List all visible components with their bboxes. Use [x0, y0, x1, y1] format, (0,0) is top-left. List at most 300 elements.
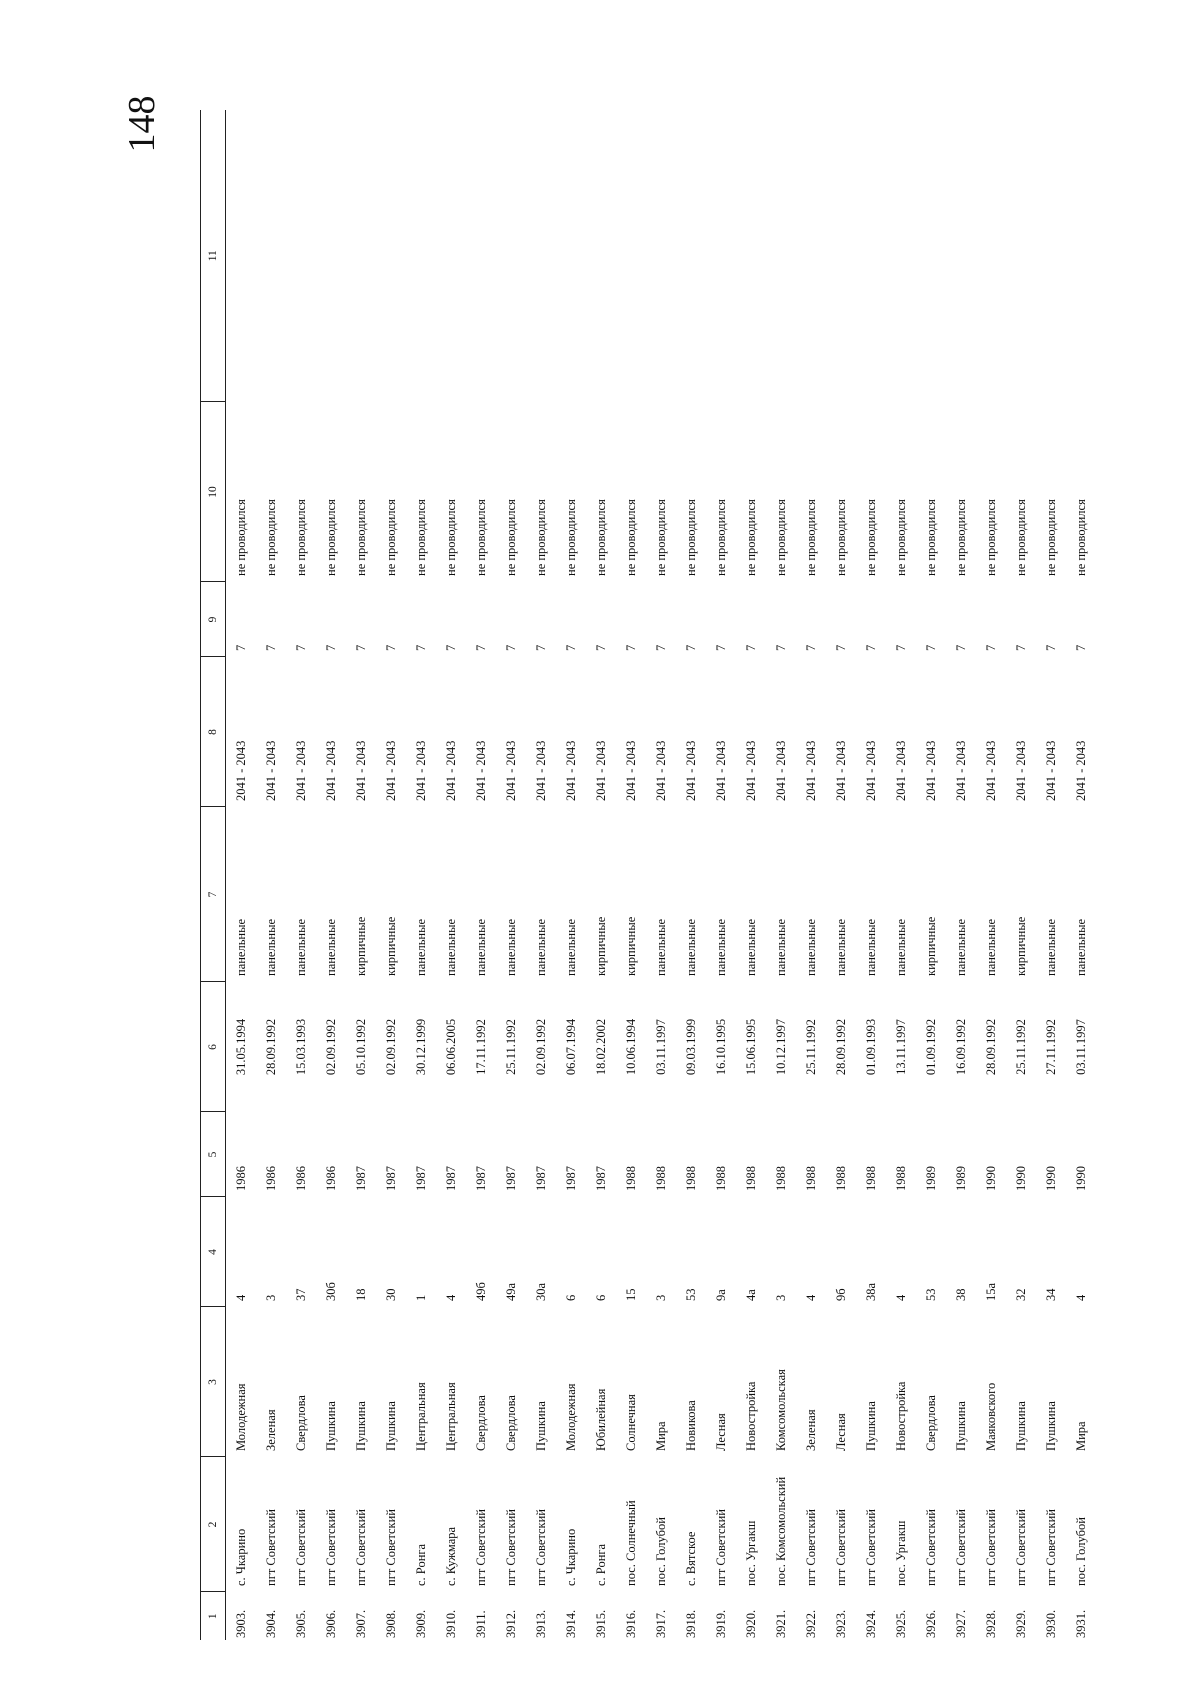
cell-row-number: 3913. [533, 1609, 548, 1638]
cell-row-number: 3908. [383, 1609, 398, 1638]
cell-settlement: пгт Советский [923, 1509, 938, 1586]
cell-planned-period: 2041 - 2043 [1013, 740, 1028, 801]
cell-street: Центральная [443, 1382, 458, 1451]
column-header-2: 2 [201, 1457, 226, 1592]
cell-row-number: 3926. [923, 1609, 938, 1638]
cell-planned-period: 2041 - 2043 [713, 740, 728, 801]
cell-row-number: 3911. [473, 1610, 488, 1638]
cell-street: Пушкина [383, 1401, 398, 1451]
cell-note [766, 110, 796, 402]
cell-commission-date: 27.11.1992 [1043, 1019, 1058, 1075]
cell-wall-material: панельные [443, 918, 458, 976]
cell-value-col-9: 7 [833, 644, 848, 651]
cell-house-number: 4 [893, 1294, 908, 1301]
column-header-8: 8 [201, 657, 226, 807]
cell-wall-material: панельные [533, 918, 548, 976]
table-row [646, 110, 676, 1640]
table-row [616, 110, 646, 1640]
cell-commission-date: 02.09.1992 [323, 1018, 338, 1076]
cell-build-year: 1988 [713, 1166, 728, 1191]
cell-wall-material: кирпичные [353, 916, 368, 976]
cell-wall-material: панельные [323, 918, 338, 976]
cell-commission-date: 28.09.1992 [833, 1018, 848, 1076]
cell-commission-date: 18.02.2002 [593, 1018, 608, 1076]
table-row [526, 110, 556, 1640]
cell-settlement: пгт Советский [863, 1509, 878, 1586]
cell-note [616, 110, 646, 402]
cell-note [376, 110, 406, 402]
cell-overhaul-status: не проводился [473, 499, 488, 576]
cell-wall-material: панельные [803, 918, 818, 976]
cell-settlement: пгт Советский [263, 1509, 278, 1586]
table-row [736, 110, 766, 1640]
cell-street: Комсомольская [773, 1369, 788, 1451]
cell-build-year: 1987 [503, 1166, 518, 1191]
cell-overhaul-status: не проводился [653, 499, 668, 576]
table-row [886, 110, 916, 1640]
cell-overhaul-status: не проводился [803, 499, 818, 576]
cell-value-col-9: 7 [653, 644, 668, 651]
cell-wall-material: кирпичные [623, 916, 638, 976]
table-row [766, 110, 796, 1640]
table-row [376, 110, 406, 1640]
cell-wall-material: кирпичные [923, 916, 938, 976]
cell-street: Молодежная [233, 1383, 248, 1451]
cell-house-number: 4 [233, 1294, 248, 1301]
cell-overhaul-status: не проводился [593, 499, 608, 576]
cell-planned-period: 2041 - 2043 [683, 740, 698, 801]
cell-row-number: 3929. [1013, 1609, 1028, 1638]
cell-overhaul-status: не проводился [773, 499, 788, 576]
table-row [1036, 110, 1066, 1640]
cell-value-col-9: 7 [713, 644, 728, 651]
cell-build-year: 1986 [263, 1166, 278, 1191]
cell-house-number: 49а [503, 1282, 518, 1301]
cell-value-col-9: 7 [773, 644, 788, 651]
cell-row-number: 3903. [233, 1609, 248, 1638]
cell-note [526, 110, 556, 402]
cell-planned-period: 2041 - 2043 [293, 740, 308, 801]
cell-settlement: пос. Голубой [1073, 1517, 1088, 1586]
cell-note [646, 110, 676, 402]
cell-row-number: 3928. [983, 1609, 998, 1638]
table-row [316, 110, 346, 1640]
cell-settlement: пгт Советский [383, 1509, 398, 1586]
cell-overhaul-status: не проводился [683, 499, 698, 576]
cell-planned-period: 2041 - 2043 [983, 740, 998, 801]
cell-street: Зеленая [803, 1409, 818, 1451]
cell-street: Свердлова [923, 1395, 938, 1451]
cell-house-number: 9а [713, 1289, 728, 1301]
cell-planned-period: 2041 - 2043 [953, 740, 968, 801]
cell-commission-date: 25.11.1992 [503, 1019, 518, 1075]
cell-value-col-9: 7 [293, 644, 308, 651]
cell-commission-date: 03.11.1997 [653, 1019, 668, 1075]
column-number-header [201, 110, 226, 1640]
cell-overhaul-status: не проводился [383, 499, 398, 576]
column-header-5: 5 [201, 1112, 226, 1197]
table-row [826, 110, 856, 1640]
cell-row-number: 3919. [713, 1609, 728, 1638]
cell-note [1066, 110, 1096, 402]
cell-house-number: 37 [293, 1288, 308, 1301]
cell-wall-material: панельные [563, 918, 578, 976]
cell-build-year: 1986 [233, 1166, 248, 1191]
table-body [226, 110, 1097, 1640]
cell-house-number: 4 [1073, 1294, 1088, 1301]
cell-planned-period: 2041 - 2043 [743, 740, 758, 801]
cell-value-col-9: 7 [323, 644, 338, 651]
cell-settlement: с. Ронга [413, 1543, 428, 1586]
cell-street: Пушкина [863, 1401, 878, 1451]
cell-build-year: 1988 [833, 1166, 848, 1191]
cell-value-col-9: 7 [923, 644, 938, 651]
cell-value-col-9: 7 [233, 644, 248, 651]
cell-wall-material: кирпичные [1013, 916, 1028, 976]
cell-settlement: пос. Солнечный [623, 1500, 638, 1586]
table-row [796, 110, 826, 1640]
cell-value-col-9: 7 [413, 644, 428, 651]
cell-settlement: пгт Советский [1043, 1509, 1058, 1586]
cell-house-number: 3 [263, 1294, 278, 1301]
cell-note [286, 110, 316, 402]
cell-settlement: пос. Комсомольский [773, 1476, 788, 1586]
cell-commission-date: 15.06.1995 [743, 1018, 758, 1076]
cell-overhaul-status: не проводился [833, 499, 848, 576]
cell-wall-material: панельные [713, 918, 728, 976]
cell-street: Мира [1073, 1421, 1088, 1451]
cell-overhaul-status: не проводился [623, 499, 638, 576]
cell-row-number: 3925. [893, 1609, 908, 1638]
cell-settlement: пгт Советский [713, 1509, 728, 1586]
rotated-table-container [200, 110, 1120, 1640]
cell-commission-date: 16.09.1992 [953, 1018, 968, 1076]
cell-planned-period: 2041 - 2043 [353, 740, 368, 801]
cell-street: Мира [653, 1421, 668, 1451]
cell-house-number: 15 [623, 1288, 638, 1301]
cell-commission-date: 13.11.1997 [893, 1019, 908, 1075]
cell-row-number: 3921. [773, 1609, 788, 1638]
cell-note [916, 110, 946, 402]
cell-planned-period: 2041 - 2043 [1043, 740, 1058, 801]
cell-row-number: 3914. [563, 1609, 578, 1638]
cell-value-col-9: 7 [983, 644, 998, 651]
cell-note [586, 110, 616, 402]
cell-note [826, 110, 856, 402]
cell-house-number: 6 [593, 1294, 608, 1301]
cell-street: Пушкина [323, 1401, 338, 1451]
cell-wall-material: панельные [503, 918, 518, 976]
cell-note [556, 110, 586, 402]
cell-house-number: 32 [1013, 1288, 1028, 1301]
cell-street: Свердлова [503, 1395, 518, 1451]
cell-row-number: 3922. [803, 1609, 818, 1638]
table-row [1066, 110, 1096, 1640]
table-row [496, 110, 526, 1640]
cell-house-number: 38 [953, 1288, 968, 1301]
cell-street: Свердлова [473, 1395, 488, 1451]
cell-planned-period: 2041 - 2043 [473, 740, 488, 801]
cell-wall-material: панельные [1043, 918, 1058, 976]
cell-street: Зеленая [263, 1409, 278, 1451]
table-row [346, 110, 376, 1640]
cell-note [796, 110, 826, 402]
cell-row-number: 3930. [1043, 1609, 1058, 1638]
cell-planned-period: 2041 - 2043 [413, 740, 428, 801]
table-row [916, 110, 946, 1640]
cell-wall-material: панельные [473, 918, 488, 976]
cell-row-number: 3905. [293, 1609, 308, 1638]
cell-value-col-9: 7 [953, 644, 968, 651]
cell-settlement: с. Кужмара [443, 1526, 458, 1586]
column-header-3: 3 [201, 1307, 226, 1457]
cell-note [496, 110, 526, 402]
cell-overhaul-status: не проводился [233, 499, 248, 576]
cell-row-number: 3923. [833, 1609, 848, 1638]
cell-house-number: 6 [563, 1294, 578, 1301]
cell-note [256, 110, 286, 402]
cell-settlement: с. Ронга [593, 1543, 608, 1586]
cell-row-number: 3910. [443, 1609, 458, 1638]
cell-value-col-9: 7 [533, 644, 548, 651]
cell-note [1036, 110, 1066, 402]
cell-wall-material: панельные [773, 918, 788, 976]
cell-build-year: 1990 [1043, 1166, 1058, 1191]
cell-planned-period: 2041 - 2043 [263, 740, 278, 801]
cell-commission-date: 25.11.1992 [803, 1019, 818, 1075]
cell-street: Новостройка [893, 1381, 908, 1451]
cell-house-number: 34 [1043, 1288, 1058, 1301]
cell-row-number: 3915. [593, 1609, 608, 1638]
cell-wall-material: панельные [293, 918, 308, 976]
cell-commission-date: 28.09.1992 [983, 1018, 998, 1076]
cell-build-year: 1987 [593, 1166, 608, 1191]
cell-street: Солнечная [623, 1394, 638, 1451]
cell-row-number: 3918. [683, 1609, 698, 1638]
cell-row-number: 3927. [953, 1609, 968, 1638]
cell-note [976, 110, 1006, 402]
cell-street: Пушкина [1013, 1401, 1028, 1451]
cell-note [346, 110, 376, 402]
cell-commission-date: 25.11.1992 [1013, 1019, 1028, 1075]
cell-build-year: 1988 [653, 1166, 668, 1191]
cell-wall-material: панельные [413, 918, 428, 976]
cell-settlement: с. Чкарино [563, 1528, 578, 1586]
cell-wall-material: панельные [743, 918, 758, 976]
cell-settlement: пгт Советский [293, 1509, 308, 1586]
cell-settlement: пос. Ургакш [893, 1520, 908, 1586]
cell-planned-period: 2041 - 2043 [593, 740, 608, 801]
cell-build-year: 1988 [893, 1166, 908, 1191]
cell-value-col-9: 7 [443, 644, 458, 651]
table-row [286, 110, 316, 1640]
cell-overhaul-status: не проводился [743, 499, 758, 576]
cell-house-number: 4а [743, 1289, 758, 1301]
cell-build-year: 1990 [1073, 1166, 1088, 1191]
cell-settlement: пгт Советский [323, 1509, 338, 1586]
cell-wall-material: панельные [953, 918, 968, 976]
cell-commission-date: 02.09.1992 [533, 1018, 548, 1076]
cell-value-col-9: 7 [683, 644, 698, 651]
cell-settlement: пгт Советский [1013, 1509, 1028, 1586]
cell-value-col-9: 7 [353, 644, 368, 651]
cell-planned-period: 2041 - 2043 [623, 740, 638, 801]
cell-house-number: 30а [533, 1282, 548, 1301]
cell-overhaul-status: не проводился [713, 499, 728, 576]
cell-commission-date: 10.12.1997 [773, 1018, 788, 1076]
cell-house-number: 49б [473, 1282, 488, 1301]
cell-commission-date: 17.11.1992 [473, 1019, 488, 1075]
cell-build-year: 1987 [563, 1166, 578, 1191]
cell-house-number: 4 [443, 1294, 458, 1301]
column-header-11: 11 [201, 110, 226, 402]
cell-build-year: 1988 [863, 1166, 878, 1191]
cell-settlement: пгт Советский [503, 1509, 518, 1586]
cell-value-col-9: 7 [593, 644, 608, 651]
cell-commission-date: 06.06.2005 [443, 1018, 458, 1076]
cell-row-number: 3906. [323, 1609, 338, 1638]
cell-value-col-9: 7 [1013, 644, 1028, 651]
cell-street: Маяковского [983, 1382, 998, 1451]
cell-house-number: 30б [323, 1282, 338, 1301]
cell-build-year: 1987 [443, 1166, 458, 1191]
cell-commission-date: 10.06.1994 [623, 1018, 638, 1076]
cell-settlement: пос. Голубой [653, 1517, 668, 1586]
column-header-1: 1 [201, 1592, 226, 1640]
cell-value-col-9: 7 [563, 644, 578, 651]
housing-table [200, 110, 1096, 1640]
cell-note [466, 110, 496, 402]
cell-note [946, 110, 976, 402]
cell-overhaul-status: не проводился [1043, 499, 1058, 576]
cell-note [676, 110, 706, 402]
cell-planned-period: 2041 - 2043 [233, 740, 248, 801]
cell-settlement: пгт Советский [353, 1509, 368, 1586]
table-row [466, 110, 496, 1640]
cell-house-number: 3 [773, 1294, 788, 1301]
cell-commission-date: 02.09.1992 [383, 1018, 398, 1076]
cell-wall-material: панельные [263, 918, 278, 976]
cell-commission-date: 01.09.1992 [923, 1018, 938, 1076]
cell-overhaul-status: не проводился [893, 499, 908, 576]
cell-row-number: 3917. [653, 1609, 668, 1638]
table-row [946, 110, 976, 1640]
cell-planned-period: 2041 - 2043 [803, 740, 818, 801]
cell-value-col-9: 7 [473, 644, 488, 651]
cell-house-number: 1 [413, 1294, 428, 1301]
table-row [856, 110, 886, 1640]
cell-wall-material: панельные [893, 918, 908, 976]
cell-planned-period: 2041 - 2043 [653, 740, 668, 801]
cell-house-number: 30 [383, 1288, 398, 1301]
cell-row-number: 3907. [353, 1609, 368, 1638]
cell-overhaul-status: не проводился [533, 499, 548, 576]
column-header-4: 4 [201, 1197, 226, 1307]
cell-wall-material: кирпичные [383, 916, 398, 976]
cell-overhaul-status: не проводился [443, 499, 458, 576]
cell-commission-date: 28.09.1992 [263, 1018, 278, 1076]
cell-street: Пушкина [533, 1401, 548, 1451]
cell-overhaul-status: не проводился [953, 499, 968, 576]
cell-street: Центральная [413, 1382, 428, 1451]
cell-wall-material: панельные [233, 918, 248, 976]
cell-note [226, 110, 257, 402]
cell-row-number: 3931. [1073, 1609, 1088, 1638]
cell-overhaul-status: не проводился [353, 499, 368, 576]
table-row [1006, 110, 1036, 1640]
cell-build-year: 1988 [743, 1166, 758, 1191]
cell-note [436, 110, 466, 402]
cell-planned-period: 2041 - 2043 [923, 740, 938, 801]
cell-wall-material: панельные [983, 918, 998, 976]
cell-planned-period: 2041 - 2043 [863, 740, 878, 801]
cell-planned-period: 2041 - 2043 [773, 740, 788, 801]
cell-planned-period: 2041 - 2043 [533, 740, 548, 801]
cell-commission-date: 05.10.1992 [353, 1018, 368, 1076]
cell-note [886, 110, 916, 402]
cell-build-year: 1987 [383, 1166, 398, 1191]
column-header-10: 10 [201, 402, 226, 582]
cell-wall-material: кирпичные [593, 916, 608, 976]
cell-value-col-9: 7 [863, 644, 878, 651]
cell-overhaul-status: не проводился [563, 499, 578, 576]
cell-build-year: 1987 [473, 1166, 488, 1191]
cell-row-number: 3909. [413, 1609, 428, 1638]
cell-build-year: 1986 [293, 1166, 308, 1191]
cell-settlement: с. Вятское [683, 1531, 698, 1586]
cell-value-col-9: 7 [893, 644, 908, 651]
table-row [226, 110, 257, 1640]
cell-wall-material: панельные [653, 918, 668, 976]
cell-wall-material: панельные [683, 918, 698, 976]
cell-commission-date: 31.05.1994 [233, 1018, 248, 1076]
cell-commission-date: 16.10.1995 [713, 1018, 728, 1076]
cell-commission-date: 06.07.1994 [563, 1018, 578, 1076]
cell-wall-material: панельные [863, 918, 878, 976]
table-row [976, 110, 1006, 1640]
column-header-6: 6 [201, 982, 226, 1112]
cell-commission-date: 09.03.1999 [683, 1018, 698, 1076]
cell-build-year: 1987 [353, 1166, 368, 1191]
cell-planned-period: 2041 - 2043 [1073, 740, 1088, 801]
cell-overhaul-status: не проводился [323, 499, 338, 576]
cell-planned-period: 2041 - 2043 [323, 740, 338, 801]
cell-street: Пушкина [953, 1401, 968, 1451]
cell-row-number: 3920. [743, 1609, 758, 1638]
table-row [436, 110, 466, 1640]
table-row [586, 110, 616, 1640]
cell-value-col-9: 7 [1073, 644, 1088, 651]
table-row [406, 110, 436, 1640]
cell-note [1006, 110, 1036, 402]
cell-build-year: 1988 [803, 1166, 818, 1191]
cell-build-year: 1989 [953, 1166, 968, 1191]
cell-settlement: пгт Советский [833, 1509, 848, 1586]
cell-build-year: 1987 [413, 1166, 428, 1191]
cell-build-year: 1987 [533, 1166, 548, 1191]
table-row [256, 110, 286, 1640]
cell-street: Лесная [713, 1413, 728, 1451]
cell-settlement: пгт Советский [953, 1509, 968, 1586]
cell-street: Новостройка [743, 1381, 758, 1451]
cell-overhaul-status: не проводился [983, 499, 998, 576]
cell-value-col-9: 7 [743, 644, 758, 651]
page-number: 148 [121, 95, 163, 153]
cell-row-number: 3912. [503, 1609, 518, 1638]
cell-house-number: 18 [353, 1288, 368, 1301]
cell-wall-material: панельные [1073, 918, 1088, 976]
column-header-9: 9 [201, 582, 226, 657]
